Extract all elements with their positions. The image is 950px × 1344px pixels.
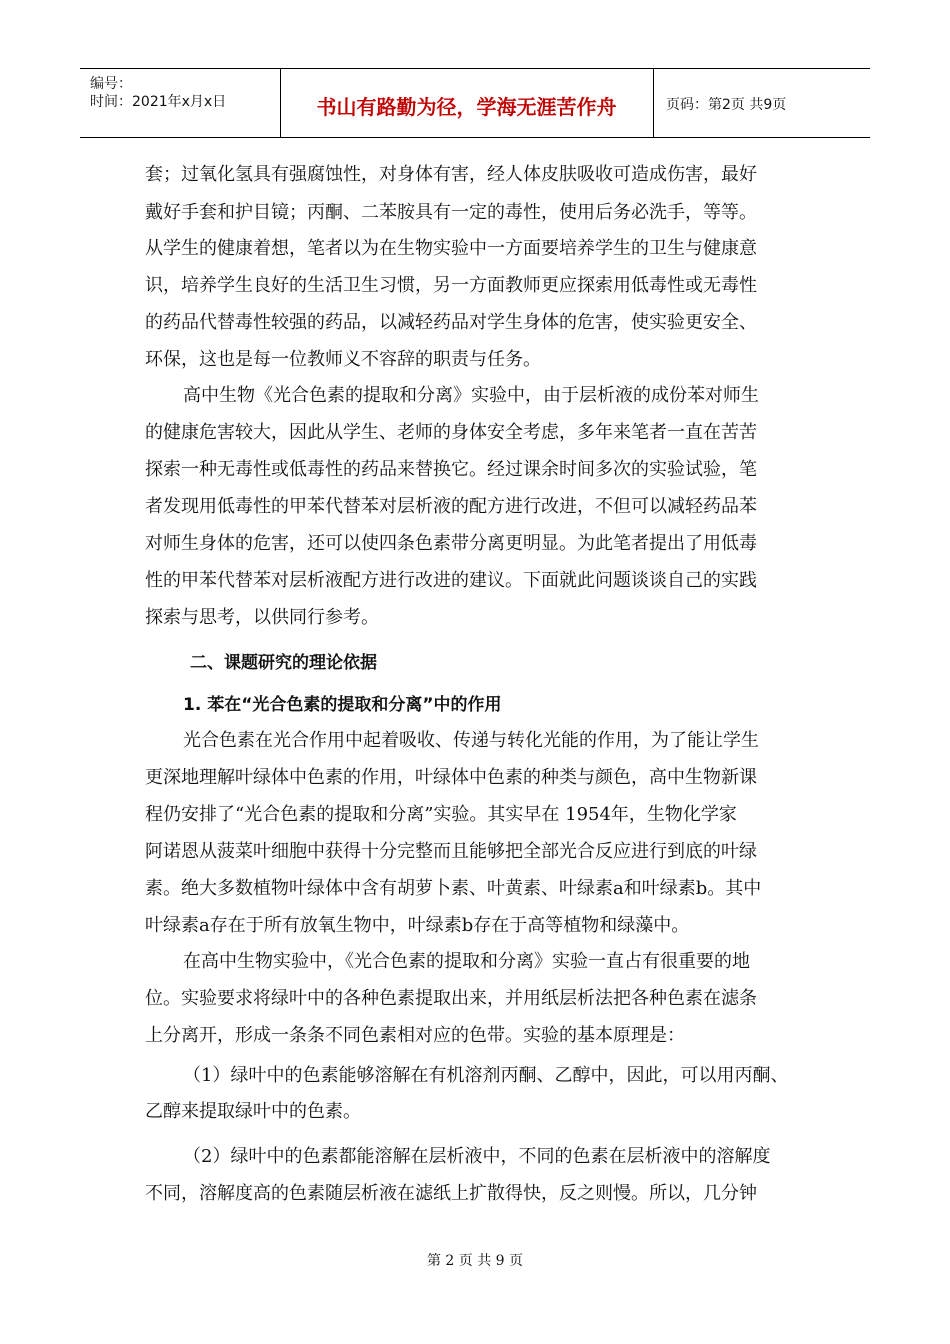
header-meta (80, 69, 280, 137)
body-line: 性的甲苯代替苯对层析液配方进行改进的建议。下面就此问题谈谈自己的实践 (145, 570, 757, 591)
header-page-info: 页码：第2页 共9页 (666, 97, 787, 113)
header-motto: 书山有路勤为径，学海无涯苦作舟 (316, 95, 617, 119)
body-line: 识，培养学生良好的生活卫生习惯，另一方面教师更应探索用低毒性或无毒性 (145, 275, 757, 296)
body-line: 程仍安排了“光合色素的提取和分离”实验。其实早在 1954年，生物化学家 (145, 804, 737, 825)
body-line: 者发现用低毒性的甲苯代替苯对层析液的配方进行改进，不但可以减轻药品苯 (145, 496, 757, 517)
header-divider (653, 69, 654, 137)
body-line: 位。实验要求将绿叶中的各种色素提取出来，并用纸层析法把各种色素在滤条 (145, 988, 757, 1009)
body-line: 不同，溶解度高的色素随层析液在滤纸上扩散得快，反之则慢。所以，几分钟 (145, 1183, 757, 1204)
body-line: 的药品代替毒性较强的药品，以减轻药品对学生身体的危害，使实验更安全、 (145, 312, 757, 333)
body-line: 套；过氧化氢具有强腐蚀性，对身体有害，经人体皮肤吸收可造成伤害，最好 (145, 164, 757, 185)
subsection-heading: 1. 苯在“光合色素的提取和分离”中的作用 (183, 695, 502, 715)
body-line: 高中生物《光合色素的提取和分离》实验中，由于层析液的成份苯对师生 (183, 385, 759, 406)
header-date: 时间：2021年x月x日 (90, 94, 227, 110)
body-line: 探索与思考，以供同行参考。 (145, 607, 379, 628)
body-line: 戴好手套和护目镜；丙酮、二苯胺具有一定的毒性，使用后务必洗手，等等。 (145, 202, 757, 223)
body-line: （1）绿叶中的色素能够溶解在有机溶剂丙酮、乙醇中，因此，可以用丙酮、 (183, 1065, 789, 1086)
body-line: 素。绝大多数植物叶绿体中含有胡萝卜素、叶黄素、叶绿素a和叶绿素b。其中 (145, 878, 762, 899)
body-line: 对师生身体的危害，还可以使四条色素带分离更明显。为此笔者提出了用低毒 (145, 533, 757, 554)
body-line: 更深地理解叶绿体中色素的作用，叶绿体中色素的种类与颜色，高中生物新课 (145, 767, 757, 788)
body-line: 阿诺恩从菠菜叶细胞中获得十分完整而且能够把全部光合反应进行到底的叶绿 (145, 841, 757, 862)
body-line: 在高中生物实验中，《光合色素的提取和分离》实验一直占有很重要的地 (183, 951, 750, 972)
body-line: 上分离开，形成一条条不同色素相对应的色带。实验的基本原理是： (145, 1025, 685, 1046)
body-line: 乙醇来提取绿叶中的色素。 (145, 1101, 361, 1122)
body-line: （2）绿叶中的色素都能溶解在层析液中，不同的色素在层析液中的溶解度 (183, 1146, 771, 1167)
section-heading: 二、课题研究的理论依据 (190, 653, 377, 673)
body-line: 从学生的健康着想，笔者以为在生物实验中一方面要培养学生的卫生与健康意 (145, 238, 757, 259)
body-line: 的健康危害较大，因此从学生、老师的身体安全考虑，多年来笔者一直在苦苦 (145, 422, 757, 443)
body-line: 环保，这也是每一位教师义不容辞的职责与任务。 (145, 349, 541, 370)
header-number-label: 编号： (90, 76, 132, 92)
body-line: 叶绿素a存在于所有放氧生物中，叶绿素b存在于高等植物和绿藻中。 (145, 915, 690, 936)
page-header (80, 68, 870, 138)
body-line: 光合色素在光合作用中起着吸收、传递与转化光能的作用，为了能让学生 (183, 730, 759, 751)
page-footer: 第 2 页 共 9 页 (426, 1253, 524, 1269)
body-line: 探索一种无毒性或低毒性的药品来替换它。经过课余时间多次的实验试验，笔 (145, 459, 757, 480)
